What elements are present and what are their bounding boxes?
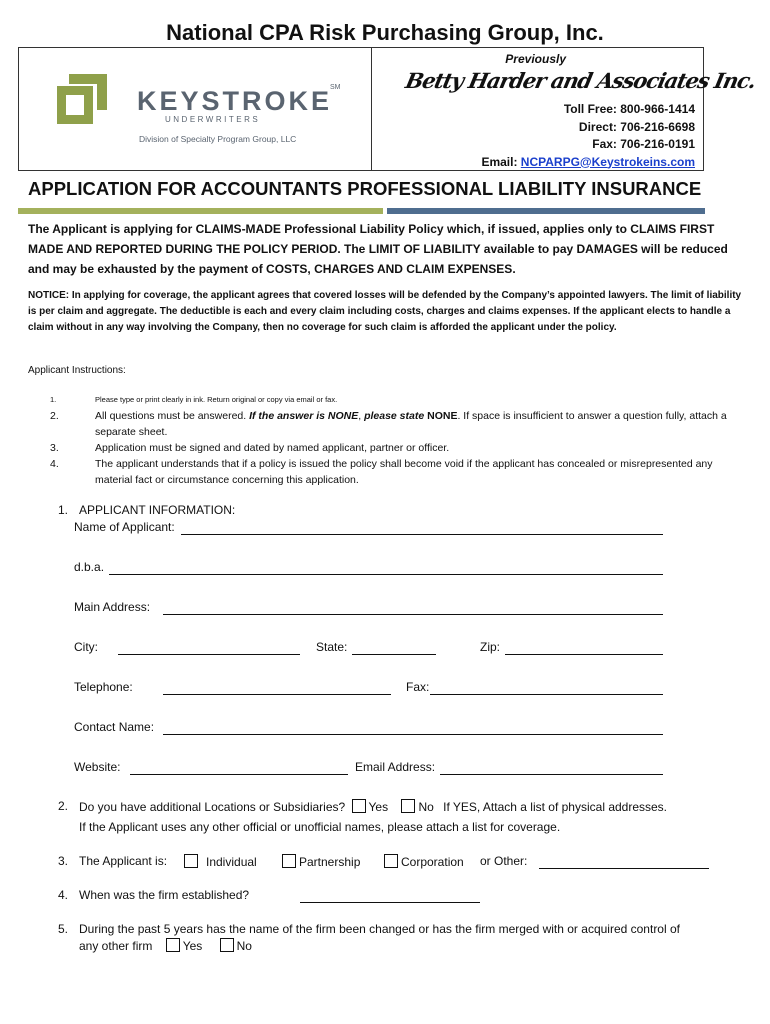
checkbox-partnership[interactable] [282, 854, 296, 868]
instructions-list [28, 392, 742, 488]
name-label: Name of Applicant: [74, 520, 175, 534]
email-address-field[interactable] [440, 774, 663, 775]
list-item [28, 392, 742, 408]
header-box [18, 47, 758, 171]
notice-paragraph: NOTICE: In applying for coverage, the applicant agrees that covered losses will be defended by the Company’s appointed lawyers. The limit of liability is per claim and aggregate. The deductible is each and every claim including costs, charges and claims expenses. If the applicant elects to handle a claim without in any way involving the Company, then no coverage for such claim is afforded the applicant under the policy. [28, 290, 742, 333]
email-link[interactable]: NCPARPG@Keystrokeins.com [520, 154, 695, 169]
list-item [28, 408, 742, 440]
section-5-question: During the past 5 years has the name of the firm been changed or has the firm merged with or acquired control of [79, 922, 680, 936]
dba-field[interactable] [109, 574, 663, 575]
address-label: Main Address: [74, 600, 151, 614]
no-label: No [418, 800, 434, 814]
section-4-question: When was the firm established? [79, 888, 250, 902]
previously-label: Previously [505, 52, 566, 66]
option-individual[interactable]: Individual [184, 854, 257, 869]
zip-field[interactable] [505, 654, 663, 655]
checkbox-no[interactable] [401, 799, 415, 813]
former-company-name: Betty Harder and Associates Inc. [403, 68, 758, 93]
contact-field[interactable] [163, 734, 663, 735]
list-item-text: The applicant understands that if a policy is issued the policy shall become void if the applicant has concealed or misrepresented any material fact or circumstance concerning this application. [95, 458, 713, 486]
document-title: National CPA Risk Purchasing Group, Inc. [166, 20, 604, 45]
contact-label: Contact Name: [74, 720, 155, 734]
instructions-heading: Applicant Instructions: [28, 365, 126, 376]
zip-label: Zip: [480, 640, 501, 654]
other-label: or Other: [480, 854, 528, 868]
list-item-number: 3. [50, 442, 59, 454]
other-field[interactable] [539, 868, 709, 869]
state-label: State: [316, 640, 348, 654]
section-3-question: The Applicant is: [79, 854, 168, 868]
dba-label: d.b.a. [74, 560, 105, 574]
option-corporation[interactable]: Corporation [384, 854, 464, 869]
option-partnership[interactable]: Partnership [282, 854, 360, 869]
list-item-text: Please type or print clearly in ink. Return original or copy via email or fax. [95, 395, 338, 404]
list-item [28, 440, 742, 456]
state-field[interactable] [352, 654, 436, 655]
list-item [28, 456, 742, 488]
city-label: City: [74, 640, 98, 654]
website-label: Website: [74, 760, 121, 774]
no-label: No [236, 939, 252, 953]
list-item-number: 4. [50, 458, 59, 470]
logo-division: Division of Specialty Program Group, LLC [139, 134, 297, 144]
email-label: Email: [481, 154, 521, 169]
fax-field[interactable] [430, 694, 663, 695]
checkbox-yes[interactable] [166, 938, 180, 952]
yes-label: Yes [368, 800, 389, 814]
divider-blue [387, 208, 705, 214]
keystroke-logo-icon [53, 70, 111, 128]
section-5-number: 5. [58, 922, 69, 936]
section-1-title: APPLICANT INFORMATION: [79, 503, 236, 517]
checkbox-individual[interactable] [184, 854, 198, 868]
intro-paragraph: The Applicant is applying for CLAIMS-MADE Professional Liability Policy which, if issued, applies only to CLAIMS FIRST MADE AND REPORTED DURING THE POLICY PERIOD. The LIMIT OF LIABILITY available to pay DAMAGES will be reduced and may be exhausted by the payment of COSTS, CHARGES AND CLAIM EXPENSES. [28, 222, 728, 276]
fax-number: Fax: 706-216-0191 [592, 137, 695, 151]
fax-label: Fax: [406, 680, 430, 694]
list-item-number: 2. [50, 410, 59, 422]
website-field[interactable] [130, 774, 348, 775]
logo-wordmark: KEYSTROKE [137, 86, 333, 116]
section-2-line2: If the Applicant uses any other official or unofficial names, please attach a list for coverage. [79, 820, 561, 834]
name-field[interactable] [181, 534, 663, 535]
section-3-number: 3. [58, 854, 69, 868]
list-item-number: 1. [50, 395, 57, 404]
toll-free: Toll Free: 800-966-1414 [563, 102, 695, 116]
telephone-label: Telephone: [74, 680, 133, 694]
section-2-number: 2. [58, 799, 69, 813]
list-item-text: All questions must be answered. If the answer is NONE, please state NONE. If space is insufficient to answer a question fully, attach a separate sheet. [95, 410, 727, 438]
section-2-question: Do you have additional Locations or Subsidiaries? Yes No If YES, Attach a list of physical addresses. [79, 800, 668, 814]
city-field[interactable] [118, 654, 300, 655]
established-field[interactable] [300, 902, 480, 903]
logo-service-mark: SM [330, 84, 341, 91]
contact-info [481, 101, 695, 171]
yes-label: Yes [182, 939, 203, 953]
divider-green [18, 208, 383, 214]
email-address-label: Email Address: [355, 760, 436, 774]
checkbox-corporation[interactable] [384, 854, 398, 868]
section-1-number: 1. [58, 503, 69, 517]
section-5-question-cont: any other firm Yes No [79, 939, 252, 953]
checkbox-yes[interactable] [352, 799, 366, 813]
address-field[interactable] [163, 614, 663, 615]
telephone-field[interactable] [163, 694, 391, 695]
application-title: APPLICATION FOR ACCOUNTANTS PROFESSIONAL LIABILITY INSURANCE [28, 178, 702, 199]
logo-subtitle: UNDERWRITERS [165, 115, 261, 124]
section-4-number: 4. [58, 888, 69, 902]
checkbox-no[interactable] [220, 938, 234, 952]
email-row [481, 154, 695, 172]
logo-panel [19, 48, 372, 170]
list-item-text: Application must be signed and dated by named applicant, partner or officer. [95, 442, 450, 454]
contact-panel [372, 48, 758, 170]
direct-phone: Direct: 706-216-6698 [578, 119, 695, 134]
section-2-note: If YES, Attach a list of physical addresses. [443, 800, 668, 814]
